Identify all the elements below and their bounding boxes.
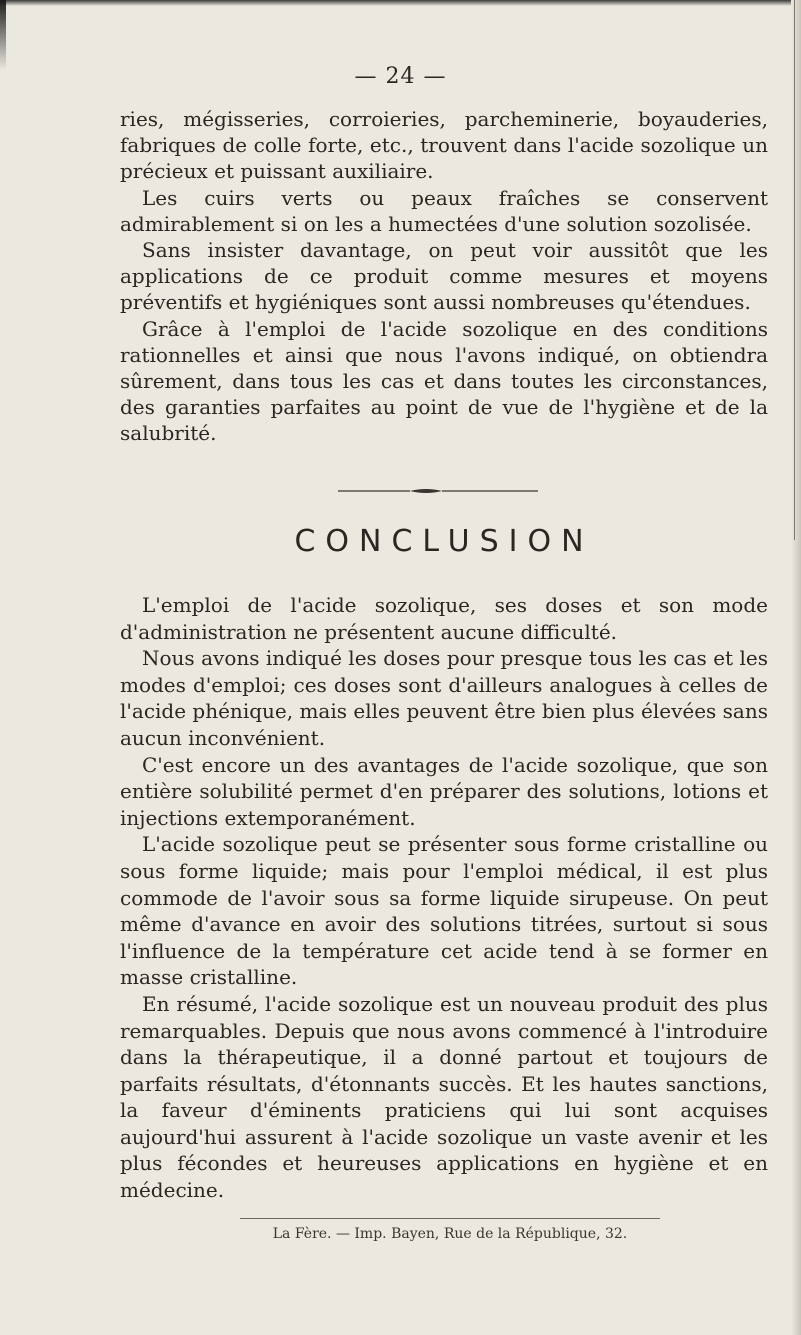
paragraph: Les cuirs verts ou peaux fraîches se conservent admirablement si on les a humectées d'une solution sozolisée.	[120, 185, 768, 236]
paragraph: Grâce à l'emploi de l'acide sozolique en des conditions rationnelles et ainsi que nous l'avons indiqué, on obtiendra sûrement, dans tous les cas et dans toutes les circonstances, des garanties parfaites au point de vue de l'hygiène et de la salubrité.	[120, 316, 768, 446]
paragraph: L'acide sozolique peut se présenter sous forme cristalline ou sous forme liquide; mais pour l'emploi médical, il est plus commode de l'avoir sous sa forme liquide sirupeuse. On peut même d'avance en avoir des solutions titrées, surtout si sous l'influence de la température cet acide tend à se former en masse cristalline.	[120, 832, 768, 990]
ornament-divider	[338, 486, 548, 496]
scan-left-shadow	[0, 0, 6, 70]
paragraph: Nous avons indiqué les doses pour presque tous les cas et les modes d'emploi; ces doses sont d'ailleurs analogues à celles de l'acide phénique, mais elles peuvent être bien plus élevées sans aucun inconvénient.	[120, 646, 768, 750]
paragraph: ries, mégisseries, corroieries, parcheminerie, boyauderies, fabriques de colle forte, etc., trouvent dans l'acide sozolique un précieux et puissant auxiliaire.	[120, 107, 768, 184]
page-right-edge	[791, 0, 801, 1335]
page-number: — 24 —	[354, 64, 447, 89]
scan-top-shadow	[0, 0, 801, 6]
paragraph: Sans insister davantage, on peut voir aussitôt que les applications de ce produit comme mesures et moyens préventifs et hygiéniques sont aussi nombreuses qu'étendues.	[120, 238, 768, 315]
paragraph: C'est encore un des avantages de l'acide sozolique, que son entière solubilité permet d'en préparer des solutions, lotions et injections extemporanément.	[120, 752, 768, 830]
section-heading: CONCLUSION	[294, 524, 594, 559]
body-text-conclusion	[120, 592, 768, 1204]
body-text-section-1	[120, 106, 768, 447]
printer-imprint: La Fère. — Imp. Bayen, Rue de la République, 32.	[272, 1226, 628, 1242]
paragraph: L'emploi de l'acide sozolique, ses doses et son mode d'administration ne présentent aucune difficulté.	[120, 593, 768, 644]
paragraph: En résumé, l'acide sozolique est un nouveau produit des plus remarquables. Depuis que nous avons commencé à l'introduire dans la thérapeutique, il a donné partout et toujours de parfaits résultats, d'étonnants succès. Et les hautes sanctions, la faveur d'éminents praticiens qui lui sont acquises aujourd'hui assurent à l'acide sozolique un vaste avenir et les plus fécondes et heureuses applications en hygiène et en médecine.	[120, 991, 768, 1203]
footer-rule	[240, 1218, 660, 1219]
